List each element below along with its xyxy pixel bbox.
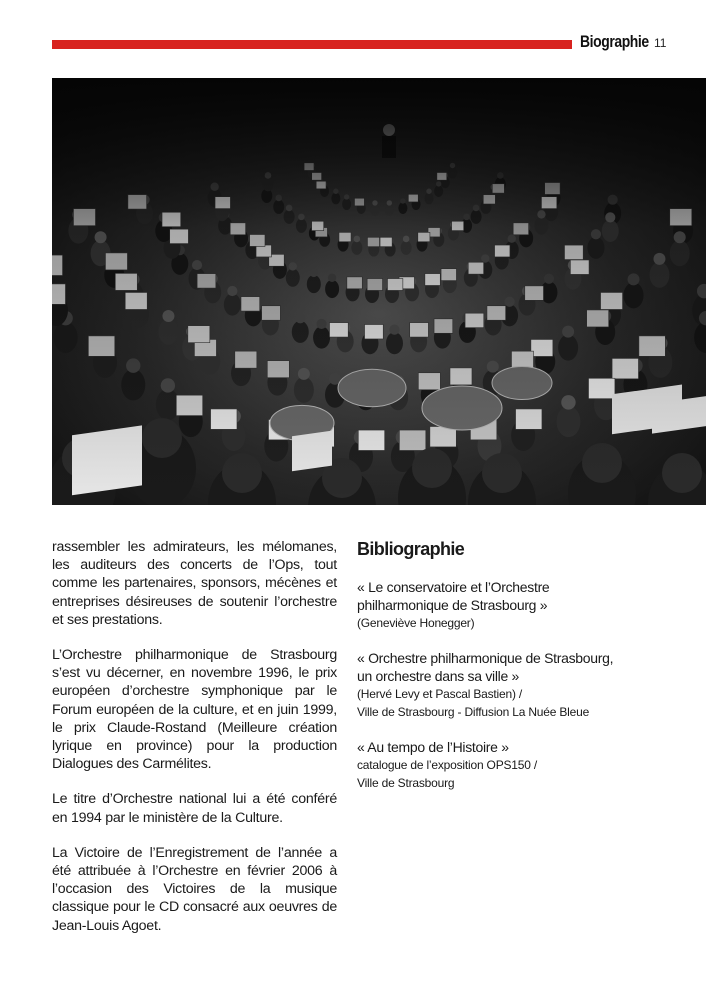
- bibliography-entry: [357, 738, 657, 792]
- paragraph-prizes: L’Orchestre philharmonique de Strasbourg s’est vu décerner, en novembre 1996, le prix européen d’orchestre symphonique par le Forum européen de la culture, et en juin 1999, le prix Claude-Rostand (Meilleure création lyrique en province) pour la production Dialogues des Carmélites.: [52, 647, 337, 773]
- paragraph-victoire: La Victoire de l’Enregistrement de l’année a été attribuée à l’Orchestre en février 2006 à l’occasion des Victoires de la musique classique pour le CD consacré aux oeuvres de Jean-Louis Agoet.: [52, 844, 337, 934]
- bibliography-entry-title-line: « Au tempo de l’Histoire »: [357, 739, 509, 755]
- bibliography-heading: Bibliographie: [357, 539, 465, 559]
- orchestra-photo-illustration: [52, 78, 706, 505]
- paragraph-national-title: Le titre d’Orchestre national lui a été conféré en 1994 par le ministère de la Culture.: [52, 791, 337, 826]
- bibliography-entry-title-line: philharmonique de Strasbourg »: [357, 597, 548, 613]
- bibliography-entry: [357, 649, 657, 721]
- bibliography-entry-detail-line: Ville de Strasbourg: [357, 776, 455, 790]
- bibliography-column: [357, 538, 657, 809]
- bibliography-entry-detail-line: Ville de Strasbourg - Diffusion La Nuée Bleue: [357, 705, 590, 719]
- page-number: 11: [654, 36, 667, 50]
- bibliography-entry-detail-line: catalogue de l’exposition OPS150 /: [357, 758, 537, 772]
- bibliography-entry-title-line: « Le conservatoire et l’Orchestre: [357, 579, 550, 595]
- bibliography-entry: [357, 578, 657, 632]
- section-label: Biographie: [580, 32, 649, 51]
- bibliography-entry-detail-line: (Hervé Levy et Pascal Bastien) /: [357, 687, 523, 701]
- paragraph-admirers: rassembler les admirateurs, les mélomanes, les auditeurs des concerts de l’Ops, tout comme les partenaires, sponsors, mécènes et entreprises désireuses de soutenir l’orchestre et ses prestations.: [52, 539, 337, 628]
- bibliography-entry-title-line: « Orchestre philharmonique de Strasbourg,: [357, 650, 614, 666]
- header-red-bar: [52, 40, 572, 49]
- bibliography-entry-detail-line: (Geneviève Honegger): [357, 616, 475, 630]
- orchestra-concert-photo: [52, 78, 706, 505]
- biography-text-column: [52, 538, 337, 952]
- bibliography-entry-title-line: un orchestre dans sa ville »: [357, 668, 520, 684]
